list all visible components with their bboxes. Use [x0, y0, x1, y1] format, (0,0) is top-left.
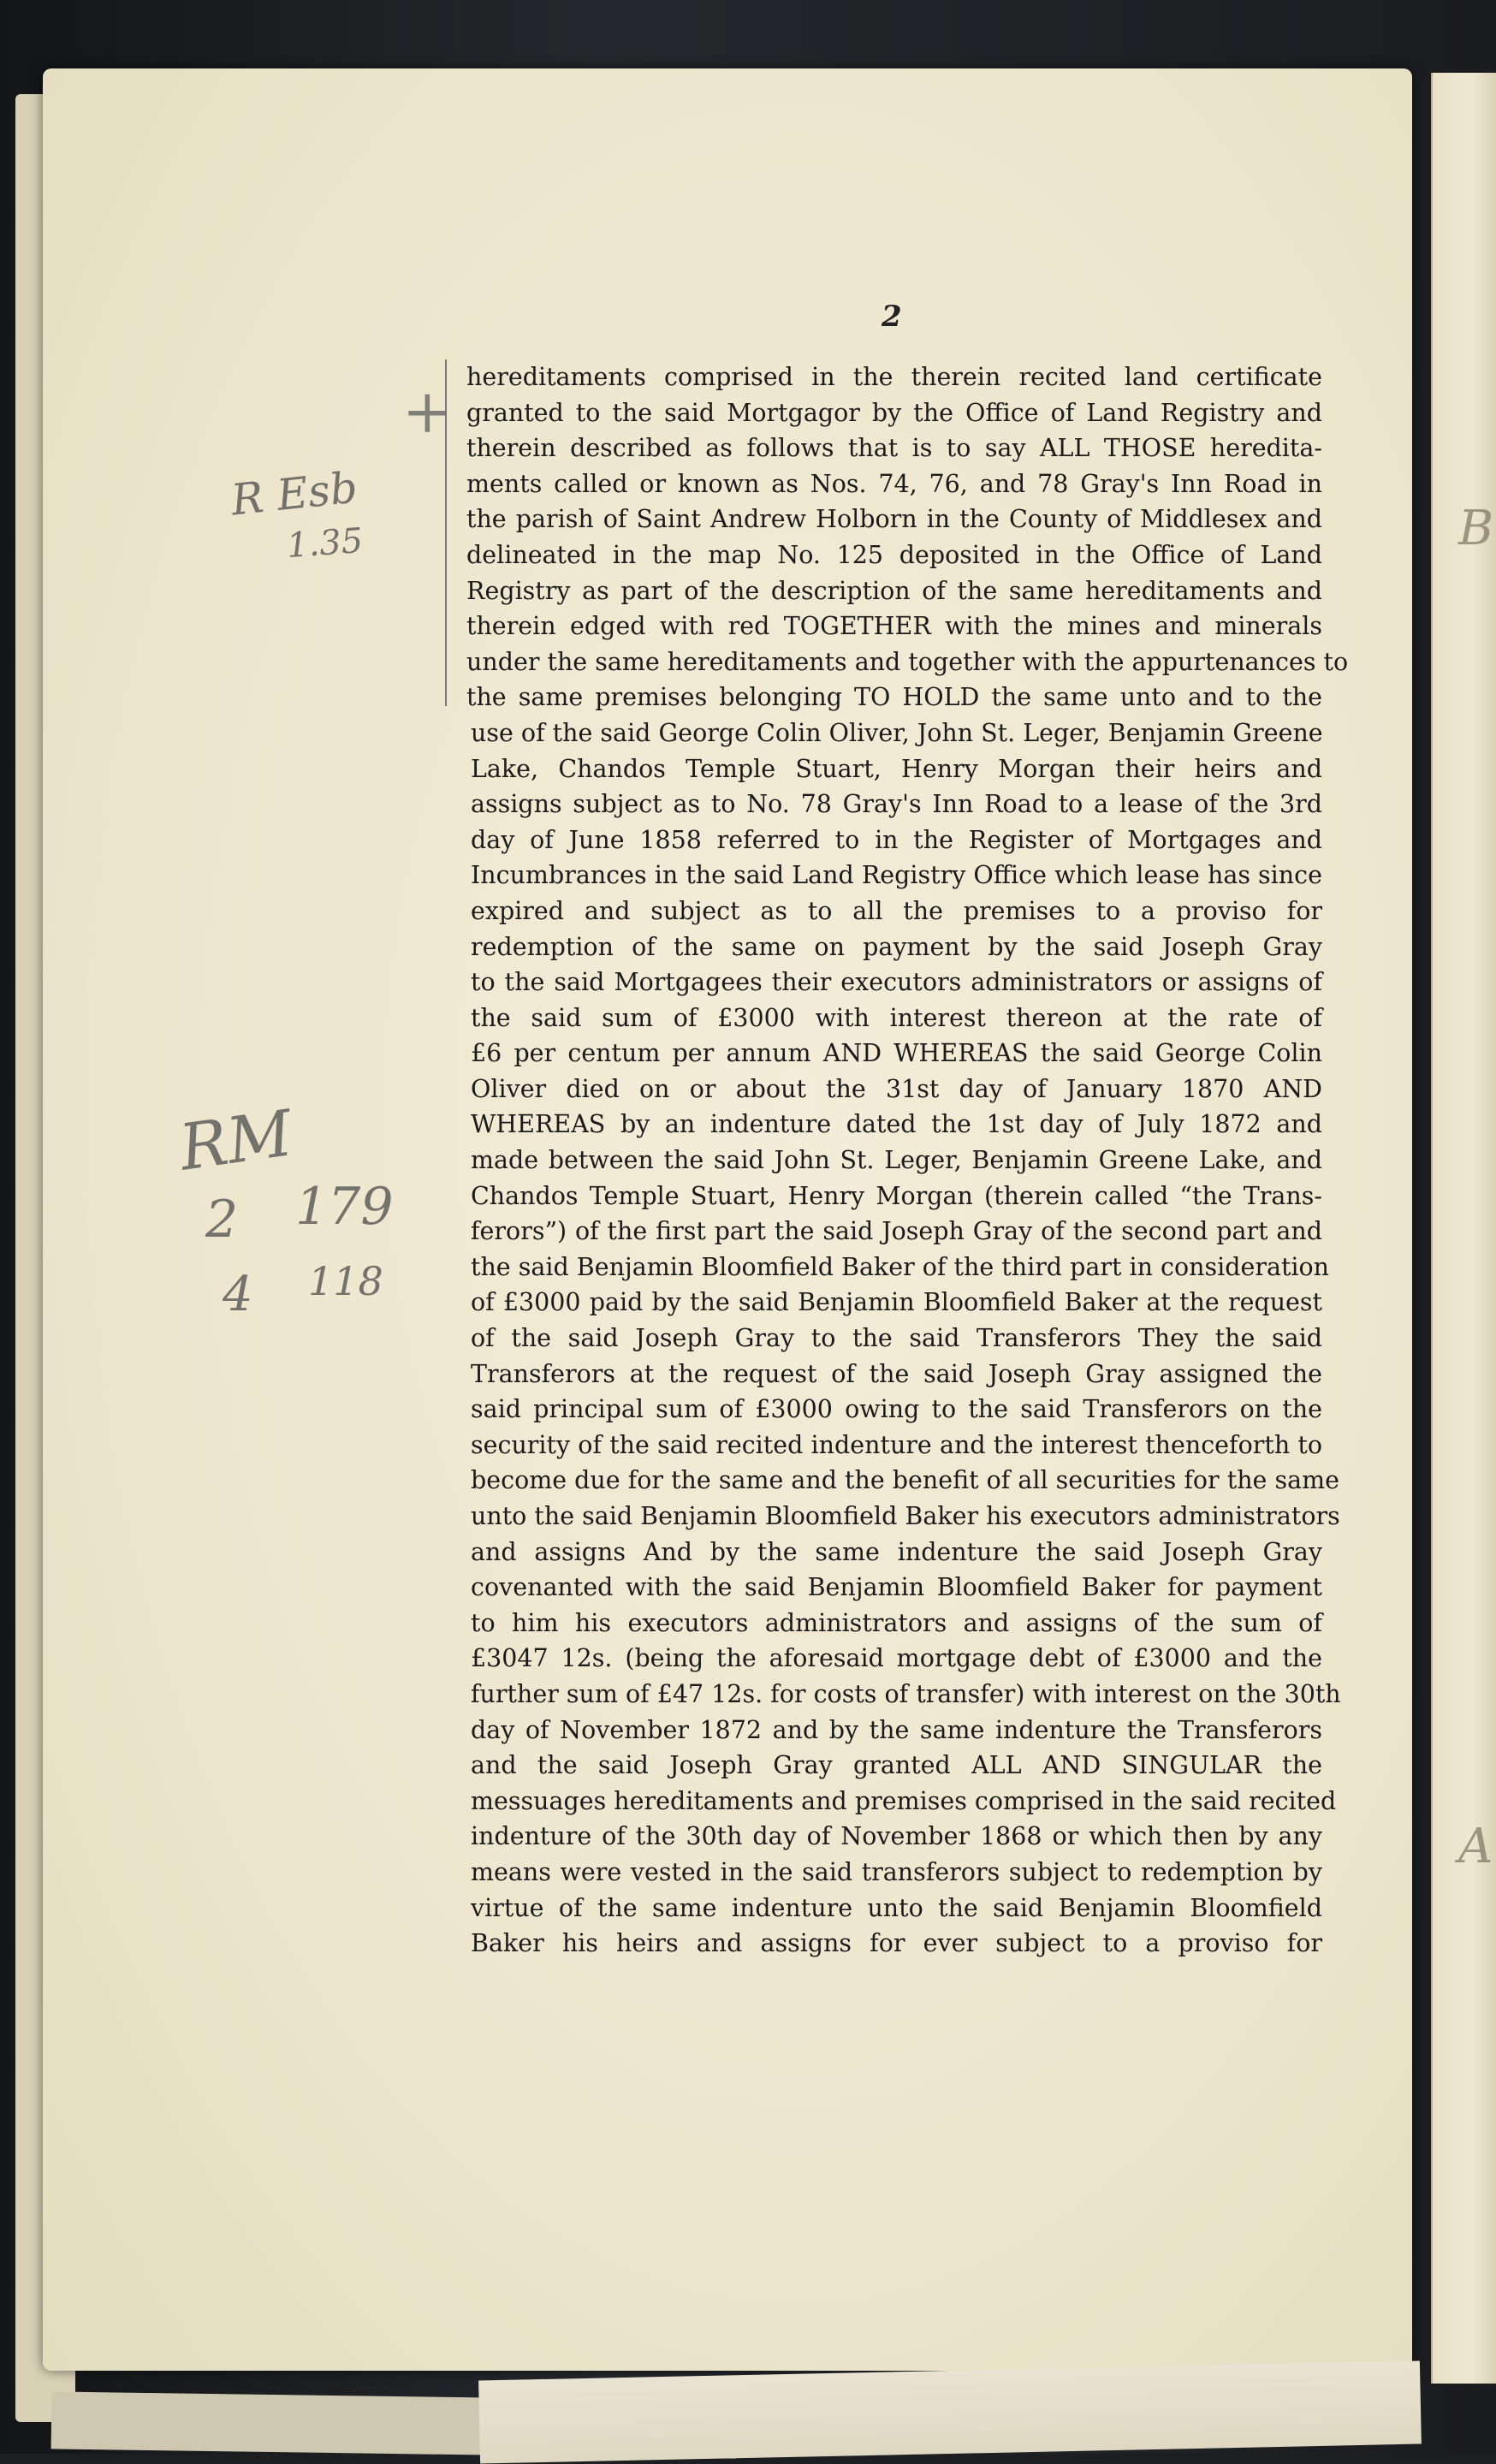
text-line: £3047 12s. (being the aforesaid mortgage debt of £3000 and the [471, 1644, 1322, 1673]
margin-annotation: R Esb [229, 462, 360, 525]
body-text [466, 359, 1349, 1962]
margin-annotation: RM [175, 1096, 297, 1185]
text-line: and assigns And by the same indenture the said Joseph Gray [471, 1537, 1322, 1566]
text-line: virtue of the same indenture unto the said Benjamin Bloomfield [471, 1893, 1322, 1922]
text-line: the said sum of £3000 with interest thereon at the rate of [471, 1003, 1322, 1032]
text-line: covenanted with the said Benjamin Bloomfield Baker for payment [471, 1573, 1322, 1602]
text-line: to the said Mortgagees their executors administrators or assigns of [471, 968, 1322, 997]
text-line: ments called or known as Nos. 74, 76, and 78 Gray's Inn Road in [466, 469, 1322, 498]
text-line: security of the said recited indenture and the interest thenceforth to [471, 1430, 1322, 1459]
text-line: the said Benjamin Bloomfield Baker of the third part in consideration [471, 1252, 1330, 1281]
text-line: messuages hereditaments and premises comprised in the said recited [471, 1786, 1337, 1815]
text-line: granted to the said Mortgagor by the Office of Land Registry and [466, 398, 1322, 427]
adjacent-fragment: A [1458, 1819, 1493, 1874]
text-line: Lake, Chandos Temple Stuart, Henry Morgan their heirs and [471, 754, 1322, 783]
text-line: Chandos Temple Stuart, Henry Morgan (therein called “the Trans- [471, 1181, 1322, 1210]
margin-annotation: 179 [295, 1177, 394, 1237]
margin-annotation: 2 [205, 1190, 239, 1250]
margin-annotation: 118 [308, 1258, 383, 1304]
text-line: Baker his heirs and assigns for ever subject to a proviso for [471, 1929, 1322, 1958]
text-line: become due for the same and the benefit of all securities for the same [471, 1466, 1339, 1495]
adjacent-page [1431, 73, 1496, 2384]
text-line: further sum of £47 12s. for costs of transfer) with interest on the 30th [471, 1679, 1341, 1708]
text-line: expired and subject as to all the premises to a proviso for [471, 896, 1322, 925]
text-line: therein described as follows that is to say ALL THOSE heredita- [466, 434, 1322, 463]
text-line: the parish of Saint Andrew Holborn in the County of Middlesex and [466, 505, 1322, 534]
text-line: means were vested in the said transferors subject to redemption by [471, 1857, 1322, 1886]
text-line: WHEREAS by an indenture dated the 1st day of July 1872 and [471, 1110, 1322, 1139]
text-line: said principal sum of £3000 owing to the said Transferors on the [471, 1395, 1322, 1424]
text-line: Transferors at the request of the said Joseph Gray assigned the [471, 1359, 1322, 1388]
text-line: indenture of the 30th day of November 1868 or which then by any [471, 1822, 1322, 1851]
text-line: Registry as part of the description of the same hereditaments and [466, 576, 1322, 605]
text-line: unto the said Benjamin Bloomfield Baker his executors administrators [471, 1502, 1340, 1530]
text-line: and the said Joseph Gray granted ALL AND SINGULAR the [471, 1751, 1322, 1780]
text-line: Incumbrances in the said Land Registry Office which lease has since [471, 861, 1322, 890]
text-line: day of November 1872 and by the same indenture the Transferors [471, 1715, 1322, 1744]
text-line: Oliver died on or about the 31st day of January 1870 AND [471, 1074, 1322, 1103]
page-number: 2 [882, 300, 902, 334]
text-line: of the said Joseph Gray to the said Transferors They the said [471, 1324, 1322, 1353]
text-line: under the same hereditaments and together with the appurtenances to [466, 647, 1349, 676]
text-line: delineated in the map No. 125 deposited in the Office of Land [466, 540, 1322, 569]
text-line: of £3000 paid by the said Benjamin Bloomfield Baker at the request [471, 1288, 1322, 1317]
margin-annotation: 4 [223, 1267, 253, 1322]
adjacent-fragment: B [1458, 501, 1494, 556]
text-line: hereditaments comprised in the therein recited land certificate [466, 363, 1322, 391]
text-line: redemption of the same on payment by the said Joseph Gray [471, 932, 1322, 961]
margin-annotation: + [402, 377, 453, 447]
text-line: made between the said John St. Leger, Benjamin Greene Lake, and [471, 1146, 1322, 1175]
text-line: to him his executors administrators and assigns of the sum of [471, 1608, 1322, 1637]
text-line: day of June 1858 referred to in the Register of Mortgages and [471, 825, 1322, 854]
text-line: therein edged with red TOGETHER with the mines and minerals [466, 612, 1322, 641]
text-line: use of the said George Colin Oliver, John St. Leger, Benjamin Greene [471, 718, 1323, 747]
text-line: assigns subject as to No. 78 Gray's Inn Road to a lease of the 3rd [471, 790, 1322, 819]
text-line: £6 per centum per annum AND WHEREAS the said George Colin [471, 1039, 1322, 1068]
text-line: ferors”) of the first part the said Joseph Gray of the second part and [471, 1217, 1322, 1246]
text-line: the same premises belonging TO HOLD the same unto and to the [466, 683, 1322, 712]
margin-annotation: 1.35 [285, 520, 365, 567]
